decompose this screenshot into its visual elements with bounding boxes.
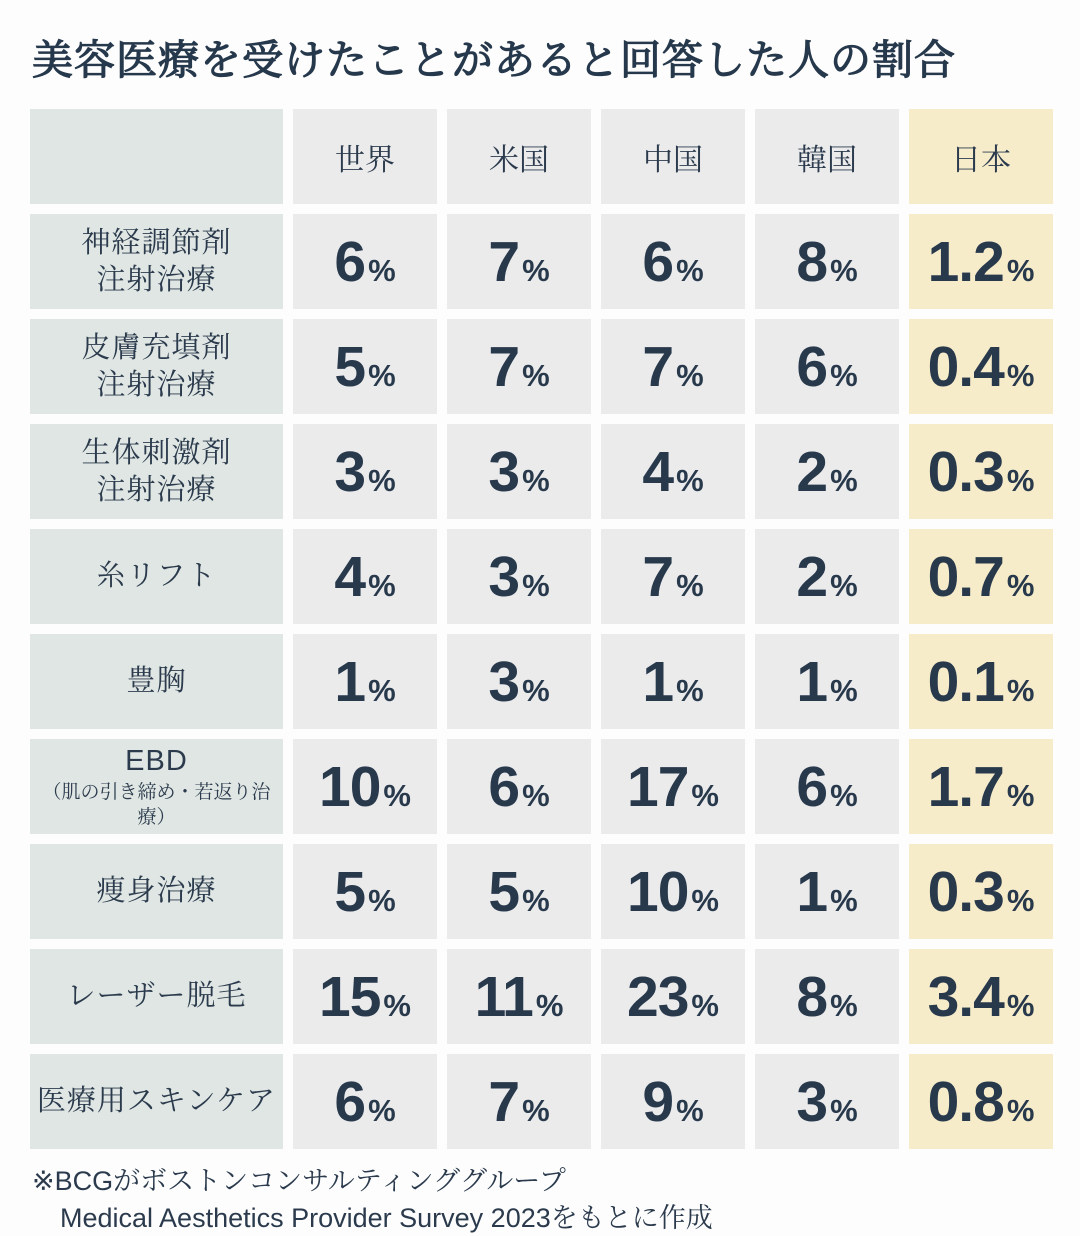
percent-sign: % [522, 357, 550, 393]
percent-sign: % [522, 252, 550, 288]
percent-sign: % [830, 777, 858, 813]
value [928, 439, 1035, 505]
value [627, 859, 719, 925]
value [488, 544, 549, 610]
value-cell-row9-col1 [293, 1054, 437, 1149]
value-cell-row4-col1 [293, 529, 437, 624]
percent-sign: % [1006, 252, 1035, 288]
percent-sign: % [830, 357, 858, 393]
value-number: 1 [796, 859, 828, 924]
value [928, 964, 1035, 1030]
value-cell-row5-col4 [755, 634, 899, 729]
footnote [32, 1163, 1053, 1236]
page-title: 美容医療を受けたことがあると回答した人の割合 [32, 37, 956, 83]
value-cell-row7-col3 [601, 844, 745, 939]
value [796, 439, 857, 505]
value-number: 3 [488, 544, 520, 609]
value-cell-row9-col3 [601, 1054, 745, 1149]
value-number: 8 [796, 964, 828, 1029]
treatment-table [30, 109, 1053, 1149]
percent-sign: % [691, 882, 719, 918]
value-cell-row7-col5 [909, 844, 1053, 939]
value [334, 649, 395, 715]
value-number: 1.2 [927, 229, 1004, 294]
row-label-line: 医療用スキンケア [36, 1085, 277, 1118]
percent-sign: % [383, 777, 411, 813]
percent-sign: % [676, 462, 704, 498]
value [796, 1069, 857, 1135]
percent-sign: % [676, 1092, 704, 1128]
percent-sign: % [691, 777, 719, 813]
percent-sign: % [522, 567, 550, 603]
value [334, 334, 395, 400]
value-number: 6 [488, 754, 520, 819]
value-cell-row7-col2 [447, 844, 591, 939]
value-cell-row4-col2 [447, 529, 591, 624]
value-cell-row9-col5 [909, 1054, 1053, 1149]
percent-sign: % [1006, 462, 1035, 498]
percent-sign: % [830, 987, 858, 1023]
value-number: 7 [488, 1069, 520, 1134]
value [796, 229, 857, 295]
value-cell-row8-col4 [755, 949, 899, 1044]
value [642, 334, 703, 400]
footnote-line-2: Medical Aesthetics Provider Survey 2023をもとに作成 [60, 1202, 713, 1233]
value [488, 754, 549, 820]
value-number: 1.7 [927, 754, 1004, 819]
row-label-7 [30, 844, 283, 939]
value-cell-row1-col1 [293, 214, 437, 309]
value-number: 11 [474, 964, 533, 1029]
value-number: 4 [334, 544, 366, 609]
value [319, 964, 411, 1030]
value-number: 6 [796, 334, 828, 399]
percent-sign: % [368, 672, 396, 708]
column-header-3: 中国 [601, 109, 745, 204]
value-number: 15 [319, 964, 381, 1029]
column-header-1: 世界 [293, 109, 437, 204]
footnote-line-1: ※BCGがボストンコンサルティンググループ [32, 1166, 566, 1197]
value-number: 6 [334, 229, 366, 294]
value-cell-row4-col5 [909, 529, 1053, 624]
percent-sign: % [522, 777, 550, 813]
value-cell-row3-col2 [447, 424, 591, 519]
value-cell-row3-col4 [755, 424, 899, 519]
percent-sign: % [522, 672, 550, 708]
value [796, 544, 857, 610]
percent-sign: % [368, 1092, 396, 1128]
percent-sign: % [368, 567, 396, 603]
value [642, 649, 703, 715]
row-label-5 [30, 634, 283, 729]
value-number: 0.4 [927, 334, 1004, 399]
value-number: 0.8 [927, 1069, 1004, 1134]
value-cell-row4-col3 [601, 529, 745, 624]
value-number: 7 [488, 229, 520, 294]
row-sublabel: （肌の引き締め・若返り治療） [42, 782, 271, 828]
value [928, 229, 1035, 295]
value [642, 439, 703, 505]
row-label-line: 糸リフト [96, 560, 217, 593]
value [488, 229, 549, 295]
value-number: 3.4 [927, 964, 1004, 1029]
value-cell-row6-col2 [447, 739, 591, 834]
value-number: 0.1 [927, 649, 1004, 714]
percent-sign: % [368, 252, 396, 288]
row-label-line: レーザー脱毛 [66, 980, 247, 1013]
value-number: 0.7 [927, 544, 1004, 609]
value-cell-row8-col3 [601, 949, 745, 1044]
value-number: 5 [334, 334, 366, 399]
row-label-line: 注射治療 [96, 263, 217, 296]
value [796, 334, 857, 400]
value [334, 229, 395, 295]
value [928, 1069, 1035, 1135]
row-label-6 [30, 739, 283, 834]
value-number: 6 [334, 1069, 366, 1134]
value [796, 964, 857, 1030]
percent-sign: % [368, 462, 396, 498]
percent-sign: % [1006, 567, 1035, 603]
value [334, 859, 395, 925]
value [642, 544, 703, 610]
value-cell-row1-col3 [601, 214, 745, 309]
percent-sign: % [522, 462, 550, 498]
percent-sign: % [830, 252, 858, 288]
value-number: 0.3 [927, 439, 1004, 504]
value-cell-row5-col3 [601, 634, 745, 729]
value [627, 754, 719, 820]
value [928, 649, 1035, 715]
value-number: 1 [334, 649, 366, 714]
value-cell-row2-col4 [755, 319, 899, 414]
value-number: 23 [627, 964, 689, 1029]
value-cell-row4-col4 [755, 529, 899, 624]
row-label-line: EBD [125, 745, 188, 778]
value [928, 859, 1035, 925]
row-label-1 [30, 214, 283, 309]
value [928, 334, 1035, 400]
value [796, 859, 857, 925]
value-number: 10 [319, 754, 381, 819]
percent-sign: % [535, 987, 564, 1023]
value-number: 5 [488, 859, 520, 924]
value [627, 964, 719, 1030]
percent-sign: % [676, 357, 704, 393]
row-label-3 [30, 424, 283, 519]
value-cell-row1-col5 [909, 214, 1053, 309]
percent-sign: % [830, 1092, 858, 1128]
value [928, 544, 1035, 610]
percent-sign: % [676, 672, 704, 708]
value [334, 1069, 395, 1135]
value-cell-row7-col1 [293, 844, 437, 939]
percent-sign: % [1006, 777, 1035, 813]
value-number: 4 [642, 439, 674, 504]
value-cell-row3-col1 [293, 424, 437, 519]
value-cell-row8-col5 [909, 949, 1053, 1044]
value-cell-row9-col4 [755, 1054, 899, 1149]
value-cell-row6-col5 [909, 739, 1053, 834]
value-number: 8 [796, 229, 828, 294]
row-label-line: 皮膚充填剤 [81, 331, 232, 364]
value-cell-row6-col3 [601, 739, 745, 834]
percent-sign: % [1006, 882, 1035, 918]
value-cell-row1-col4 [755, 214, 899, 309]
value-cell-row7-col4 [755, 844, 899, 939]
value [928, 754, 1035, 820]
value [488, 439, 549, 505]
row-label-line: 痩身治療 [96, 875, 217, 908]
value-cell-row6-col4 [755, 739, 899, 834]
value [334, 544, 395, 610]
value-number: 3 [488, 439, 520, 504]
value-number: 3 [334, 439, 366, 504]
value-number: 1 [642, 649, 674, 714]
row-label-8 [30, 949, 283, 1044]
percent-sign: % [1006, 1092, 1035, 1128]
value-number: 1 [796, 649, 828, 714]
value-number: 3 [796, 1069, 828, 1134]
row-label-line: 生体刺激剤 [81, 436, 232, 469]
value-cell-row5-col2 [447, 634, 591, 729]
value [796, 754, 857, 820]
percent-sign: % [1006, 672, 1035, 708]
value [475, 964, 564, 1030]
percent-sign: % [368, 882, 396, 918]
value-number: 6 [642, 229, 674, 294]
value [488, 334, 549, 400]
value-cell-row2-col1 [293, 319, 437, 414]
value-number: 2 [796, 544, 828, 609]
value-cell-row2-col3 [601, 319, 745, 414]
percent-sign: % [522, 1092, 550, 1128]
value-number: 5 [334, 859, 366, 924]
value-number: 0.3 [927, 859, 1004, 924]
percent-sign: % [830, 567, 858, 603]
percent-sign: % [383, 987, 411, 1023]
value [642, 229, 703, 295]
percent-sign: % [676, 252, 704, 288]
value-cell-row3-col5 [909, 424, 1053, 519]
value-number: 3 [488, 649, 520, 714]
value-cell-row2-col2 [447, 319, 591, 414]
percent-sign: % [368, 357, 396, 393]
value-number: 7 [488, 334, 520, 399]
value [488, 859, 549, 925]
value-number: 7 [642, 334, 674, 399]
value [642, 1069, 703, 1135]
percent-sign: % [1006, 987, 1035, 1023]
value-number: 6 [796, 754, 828, 819]
value-number: 7 [642, 544, 674, 609]
column-header-5: 日本 [909, 109, 1053, 204]
value-cell-row8-col1 [293, 949, 437, 1044]
percent-sign: % [830, 882, 858, 918]
row-label-2 [30, 319, 283, 414]
column-header-4: 韓国 [755, 109, 899, 204]
value [796, 649, 857, 715]
value-number: 2 [796, 439, 828, 504]
row-label-line: 豊胸 [126, 665, 187, 698]
value-cell-row5-col1 [293, 634, 437, 729]
percent-sign: % [830, 672, 858, 708]
value-cell-row9-col2 [447, 1054, 591, 1149]
value-cell-row2-col5 [909, 319, 1053, 414]
row-label-9 [30, 1054, 283, 1149]
row-label-4 [30, 529, 283, 624]
value [488, 649, 549, 715]
value-cell-row6-col1 [293, 739, 437, 834]
percent-sign: % [1006, 357, 1035, 393]
value-cell-row5-col5 [909, 634, 1053, 729]
value-cell-row1-col2 [447, 214, 591, 309]
percent-sign: % [691, 987, 719, 1023]
percent-sign: % [522, 882, 550, 918]
value-cell-row8-col2 [447, 949, 591, 1044]
row-label-line: 注射治療 [96, 473, 217, 506]
value-number: 17 [627, 754, 689, 819]
table-corner-cell [30, 109, 283, 204]
value-number: 10 [627, 859, 689, 924]
value-cell-row3-col3 [601, 424, 745, 519]
row-label-line: 神経調節剤 [81, 226, 232, 259]
value [334, 439, 395, 505]
value [319, 754, 411, 820]
percent-sign: % [676, 567, 704, 603]
row-label-line: 注射治療 [96, 368, 217, 401]
percent-sign: % [830, 462, 858, 498]
column-header-2: 米国 [447, 109, 591, 204]
value [488, 1069, 549, 1135]
value-number: 9 [642, 1069, 674, 1134]
